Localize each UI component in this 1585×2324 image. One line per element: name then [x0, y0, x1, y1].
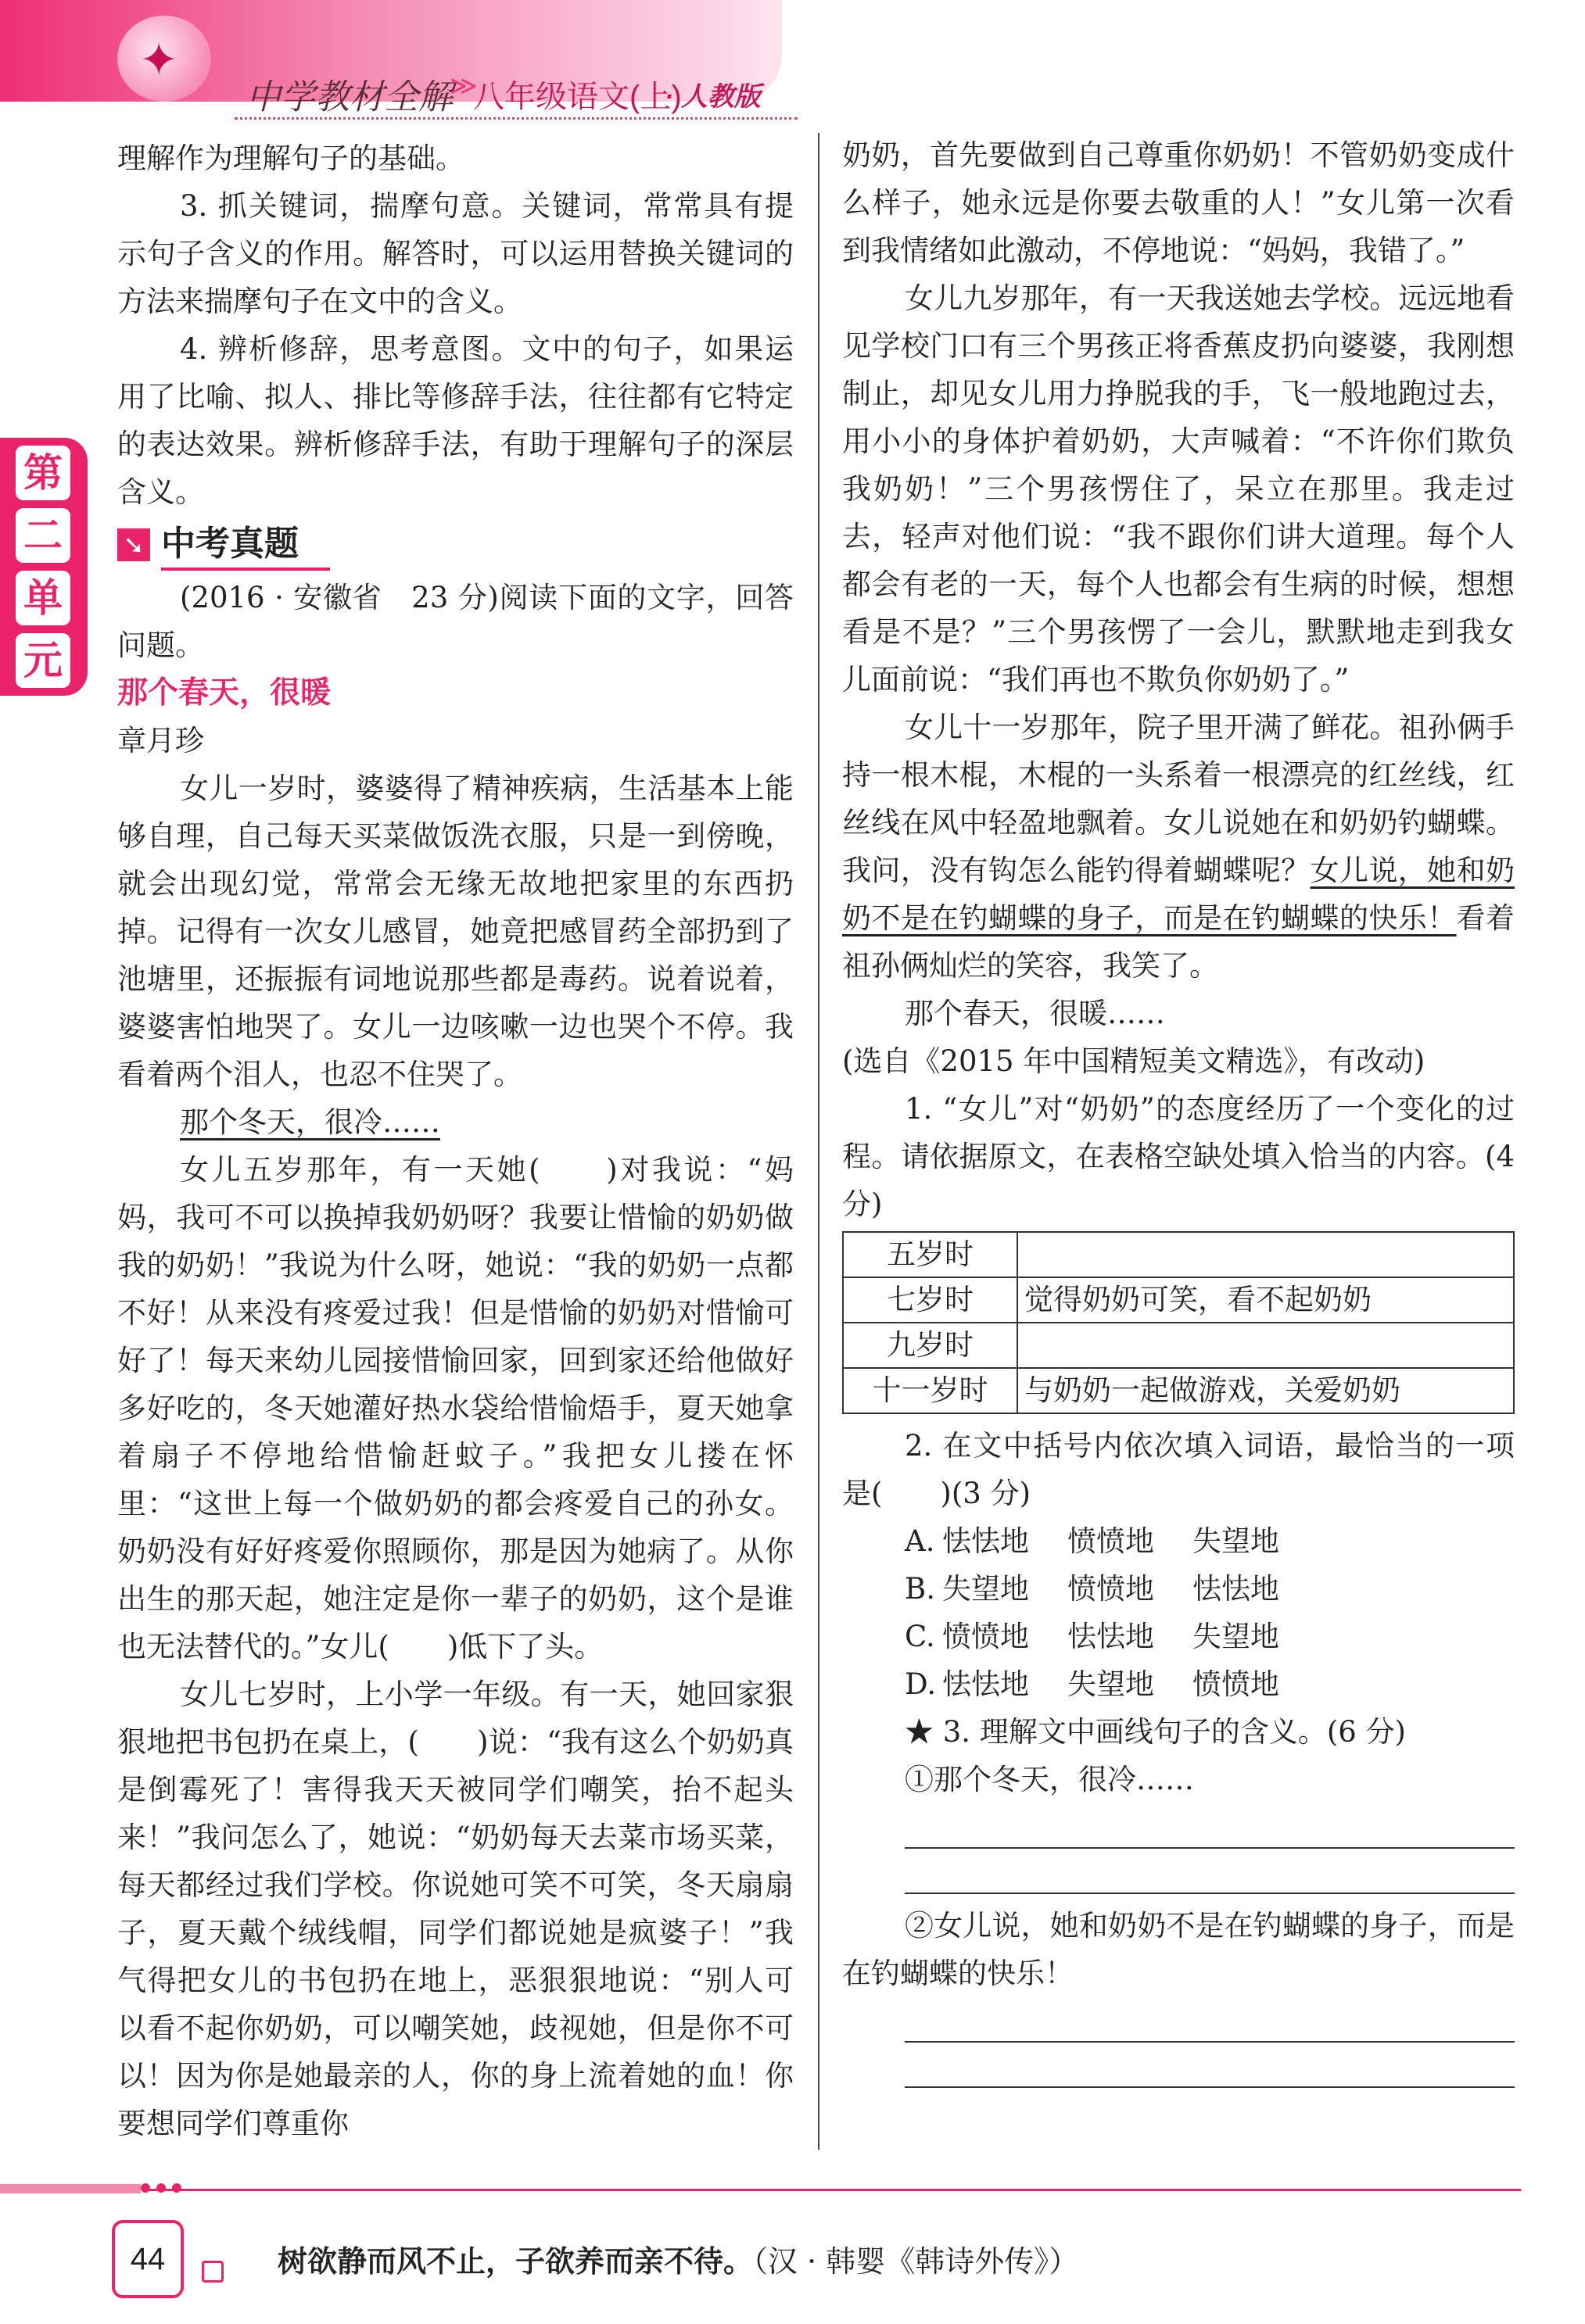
- article-paragraph: 女儿一岁时，婆婆得了精神疾病，生活基本上能够自理，自己每天买菜做饭洗衣服，只是一到傍晚，就会出现幻觉，常常会无缘无故地把家里的东西扔掉。记得有一次女儿感冒，她竟把感冒药全部扔到了池塘里，还振振有词地说那些都是毒药。说着说着，婆婆害怕地哭了。女儿一边咳嗽一边也哭个不停。我看着两个泪人，也忍不住哭了。: [117, 772, 794, 1091]
- footer-quote: [278, 2237, 1078, 2280]
- article-paragraph: 奶奶，首先要做到自己尊重你奶奶！不管奶奶变成什么样子，她永远是你要去敬重的人！”女儿第一次看到我情绪如此激动，不停地说：“妈妈，我错了。”: [842, 138, 1515, 267]
- subject-title: 八年级语文(上): [473, 80, 682, 114]
- left-column: [117, 134, 794, 2147]
- footer-line: [145, 2189, 1521, 2191]
- underlined-sentence-1: 那个冬天，很冷……: [180, 1105, 440, 1139]
- table-row: 七岁时 觉得奶奶可笑，看不起奶奶: [843, 1277, 1514, 1323]
- method-text-end: 理解作为理解句子的基础。: [117, 141, 464, 175]
- answer-table: [842, 1231, 1515, 1414]
- right-column: [842, 131, 1515, 2088]
- unit-tab-char: 第: [16, 446, 70, 500]
- table-row: 十一岁时 与奶奶一起做游戏，关爱奶奶: [843, 1368, 1514, 1413]
- method-4: 4. 辨析修辞，思考意图。文中的句子，如果运用了比喻、拟人、排比等修辞手法，往往都有它特定的表达效果。辨析修辞手法，有助于理解句子的深层含义。: [117, 332, 794, 509]
- method-3: 3. 抓关键词，揣摩句意。关键词，常常具有提示句子含义的作用。解答时，可以运用替换关键词的方法来揣摩句子在文中的含义。: [117, 189, 794, 318]
- option-b[interactable]: B. 失望地 愤愤地 怯怯地: [905, 1572, 1279, 1606]
- square-icon: [202, 2261, 224, 2283]
- answer-line[interactable]: [905, 1997, 1515, 2043]
- question-3: ★ 3. 理解文中画线句子的含义。(6 分): [905, 1715, 1406, 1749]
- option-a[interactable]: A. 怯怯地 愤愤地 失望地: [905, 1524, 1279, 1558]
- option-d[interactable]: D. 怯怯地 失望地 愤愤地: [905, 1667, 1279, 1701]
- header-separator: ≫: [450, 70, 478, 102]
- exam-intro: (2016 · 安徽省 23 分)阅读下面的文字，回答问题。: [117, 581, 794, 662]
- article-paragraph: 女儿五岁那年，有一天她( )对我说：“妈妈，我可不可以换掉我奶奶呀？我要让惜愉的奶奶做我的奶奶！”我说为什么呀，她说：“我的奶奶一点都不好！从来没有疼爱过我！但是惜愉的奶奶对惜愉可好了！每天来幼儿园接惜愉回家，回到家还给他做好多好吃的，冬天她灌好热水袋给惜愉焐手，夏天她拿着扇子不停地给惜愉赶蚊子。”我把女儿搂在怀里：“这世上每一个做奶奶的都会疼爱自己的孙女。奶奶没有好好疼爱你照顾你，那是因为她病了。从你出生的那天起，她注定是你一辈子的奶奶，这个是谁也无法替代的。”女儿( )低下了头。: [117, 1153, 794, 1663]
- table-row: 五岁时: [843, 1232, 1514, 1277]
- arrow-icon: ➘: [117, 528, 150, 561]
- answer-cell[interactable]: [1017, 1323, 1514, 1368]
- article-paragraph: 女儿十一岁那年，院子里开满了鲜花。祖孙俩手持一根木棍，木棍的一头系着一根漂亮的红丝线，红丝线在风中轻盈地飘着。女儿说她在和奶奶钓蝴蝶。我问，没有钩怎么能钓得着蝴蝶呢？女儿说，她和奶奶不是在钓蝴蝶的身子，而是在钓蝴蝶的快乐！看着祖孙俩灿烂的笑容，我笑了。: [842, 711, 1515, 983]
- unit-side-tab: [0, 438, 88, 696]
- table-row: 九岁时: [843, 1323, 1514, 1368]
- page-header: [0, 0, 1585, 133]
- article-source: (选自《2015 年中国精短美文精选》，有改动): [842, 1044, 1425, 1078]
- question-3-1: ①那个冬天，很冷……: [905, 1763, 1194, 1796]
- quote-text: 树欲静而风不止，子欲养而亲不待。: [278, 2244, 754, 2279]
- answer-line[interactable]: [905, 1849, 1515, 1894]
- underlined-sentence-2: 女儿说，她和奶奶不是在钓蝴蝶的身子，而是在钓蝴蝶的快乐！: [842, 854, 1515, 935]
- header-dotted-line: [235, 117, 798, 120]
- series-title: 中学教材全解: [246, 78, 453, 116]
- unit-tab-char: 元: [16, 633, 70, 688]
- section-heading: [117, 517, 794, 572]
- article-author: 章月珍: [117, 724, 204, 757]
- article-title: 那个春天，很暖: [117, 675, 332, 711]
- section-title: 中考真题: [161, 520, 330, 571]
- question-1: 1. “女儿”对“奶奶”的态度经历了一个变化的过程。请依据原文，在表格空缺处填入恰当的内容。(4 分): [842, 1092, 1515, 1221]
- column-divider: [818, 133, 819, 2150]
- footer-accent-bar: [0, 2184, 141, 2193]
- unit-tab-char: 二: [16, 508, 70, 563]
- question-3-2: ②女儿说，她和奶奶不是在钓蝴蝶的身子，而是在钓蝴蝶的快乐！: [842, 1909, 1515, 1990]
- quote-source: （汉 · 韩婴《韩诗外传》）: [753, 2244, 1079, 2279]
- answer-cell[interactable]: [1017, 1232, 1514, 1277]
- article-ending: 那个春天，很暖……: [905, 997, 1165, 1030]
- article-paragraph: 女儿九岁那年，有一天我送她去学校。远远地看见学校门口有三个男孩正将香蕉皮扔向婆婆，我刚想制止，却见女儿用力挣脱我的手，飞一般地跑过去，用小小的身体护着奶奶，大声喊着：“不许你们欺负我奶奶！”三个男孩愣住了，呆立在那里。我走过去，轻声对他们说：“我不跟你们讲大道理。每个人都会有老的一天，每个人也都会有生病的时候，想想看是不是？”三个男孩愣了一会儿，默默地走到我女儿面前说：“我们再也不欺负你奶奶了。”: [842, 281, 1515, 696]
- book-logo-icon: ✦: [117, 16, 211, 102]
- page-footer: [0, 2181, 1585, 2322]
- unit-tab-char: 单: [16, 571, 70, 625]
- question-2: 2. 在文中括号内依次填入词语，最恰当的一项是( )(3 分): [842, 1429, 1515, 1510]
- option-c[interactable]: C. 愤愤地 怯怯地 失望地: [905, 1620, 1279, 1653]
- answer-line[interactable]: [905, 2043, 1515, 2088]
- page-number: 44: [112, 2220, 184, 2298]
- article-paragraph: 女儿七岁时，上小学一年级。有一天，她回家狠狠地把书包扔在桌上，( )说：“我有这么个奶奶真是倒霉死了！害得我天天被同学们嘲笑，抬不起头来！”我问怎么了，她说：“奶奶每天去菜市场买菜，每天都经过我们学校。你说她可笑不可笑，冬天扇扇子，夏天戴个绒线帽，同学们都说她是疯婆子！”我气得把女儿的书包扔在地上，恶狠狠地说：“别人可以看不起你奶奶，可以嘲笑她，歧视她，但是你不可以！因为你是她最亲的人，你的身上流着她的血！你要想同学们尊重你: [117, 1678, 794, 2140]
- edition-label: · 人教版: [665, 82, 761, 112]
- answer-line[interactable]: [905, 1803, 1515, 1849]
